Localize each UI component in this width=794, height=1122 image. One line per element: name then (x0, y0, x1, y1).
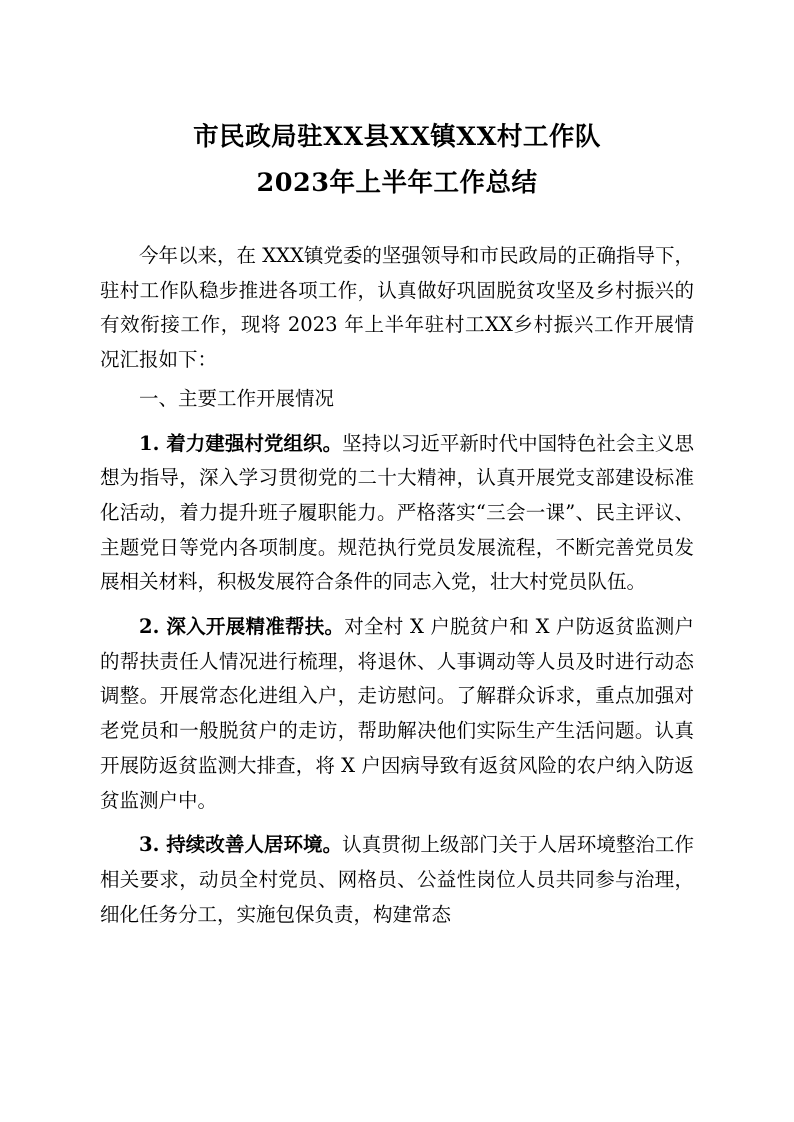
item-2-label: 2. 深入开展精准帮扶。 (139, 615, 345, 639)
item-3-label: 3. 持续改善人居环境。 (139, 833, 343, 857)
page-title (100, 118, 694, 203)
page-title-line-2: 2023年上半年工作总结 (256, 167, 538, 198)
item-3-text: 认真贯彻上级部门关于人居环境整治工作相关要求，动员全村党员、网格员、公益性岗位人员共同参与治理，细化任务分工，实施包保负责，构建常态 (100, 833, 694, 926)
item-1-label: 1. 着力建强村党组织。 (139, 431, 343, 455)
item-1-text: 坚持以习近平新时代中国特色社会主义思想为指导，深入学习贯彻党的二十大精神，认真开展党支部建设标准化活动，着力提升班子履职能力。严格落实“三会一课”、民主评议、主题党日等党内各项制度。规范执行党员发展流程，不断完善党员发展相关材料，积极发展符合条件的同志入党，壮大村党员队伍。 (100, 431, 694, 594)
item-3 (100, 828, 694, 932)
item-2-text: 对全村 X 户脱贫户和 X 户防返贫监测户的帮扶责任人情况进行梳理，将退休、人事调动等人员及时进行动态调整。开展常态化进组入户，走访慰问。了解群众诉求，重点加强对老党员和一般脱贫户的走访，帮助解决他们实际生产生活问题。认真开展防返贫监测大排查，将 X 户因病导致有返贫风险的农户纳入防返贫监测户中。 (100, 615, 694, 812)
page-title-line-1: 市民政局驻XX县XX镇XX村工作队 (193, 122, 601, 152)
item-1 (100, 427, 694, 601)
item-2 (100, 610, 694, 818)
intro-paragraph: 今年以来，在 XXX镇党委的坚强领导和市民政局的正确指导下，驻村工作队稳步推进各项工作，认真做好巩固脱贫攻坚及乡村振兴的有效衔接工作，现将 2023 年上半年驻村工XX乡村振兴工作开展情况汇报如下： (100, 244, 694, 372)
section-heading-one: 一、主要工作开展情况 (139, 386, 335, 410)
document-body (100, 239, 694, 932)
